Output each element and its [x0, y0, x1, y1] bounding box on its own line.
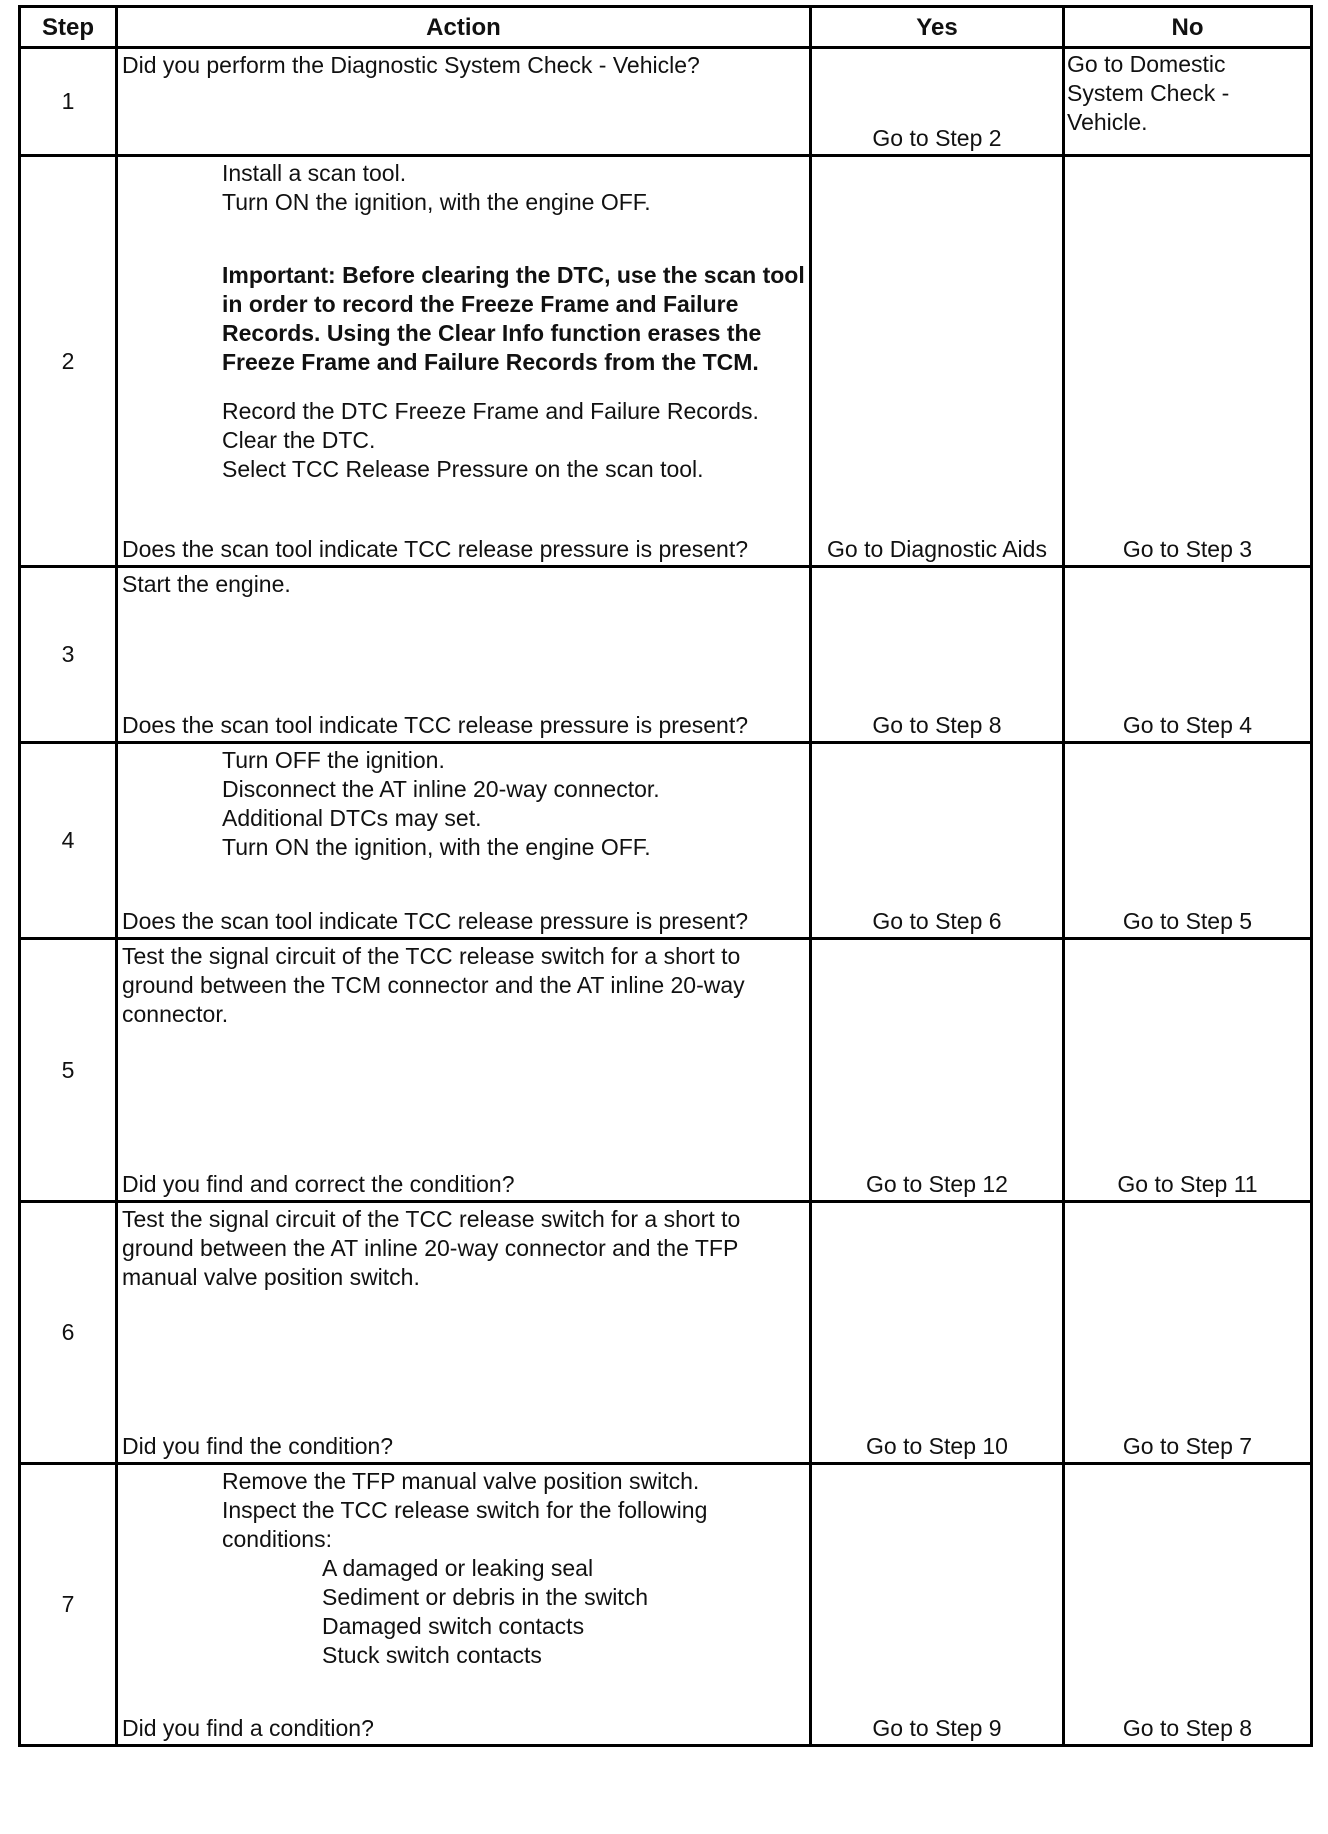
step-row-5: [20, 939, 1312, 1202]
no-cell: [1064, 1202, 1312, 1464]
no-answer: Go to Step 4: [1122, 712, 1253, 738]
no-answer: Go to Domestic System Check - Vehicle.: [1067, 51, 1230, 135]
action-line: Select TCC Release Pressure on the scan tool.: [222, 456, 704, 482]
action-cell: [117, 1464, 811, 1746]
action-line: Did you perform the Diagnostic System Check - Vehicle?: [122, 52, 700, 78]
step-row-7: [20, 1464, 1312, 1746]
action-cell: [117, 156, 811, 567]
question-text: Does the scan tool indicate TCC release pressure is present?: [122, 712, 749, 738]
action-cell: [117, 1202, 811, 1464]
no-cell: [1064, 743, 1312, 939]
yes-answer: Go to Step 12: [866, 1171, 1008, 1197]
yes-cell: [811, 939, 1064, 1202]
action-line: Additional DTCs may set.: [222, 805, 482, 831]
yes-answer: Go to Step 9: [872, 1715, 1002, 1741]
yes-cell: [811, 48, 1064, 156]
no-cell: [1064, 48, 1312, 156]
action-line: Inspect the TCC release switch for the following conditions:: [222, 1497, 708, 1552]
header-no: No: [1064, 7, 1312, 48]
question-text: Does the scan tool indicate TCC release pressure is present?: [122, 908, 749, 934]
yes-answer: Go to Step 10: [866, 1433, 1008, 1459]
step-number: 4: [20, 743, 117, 939]
no-cell: [1064, 567, 1312, 743]
yes-cell: [811, 743, 1064, 939]
yes-cell: [811, 156, 1064, 567]
step-number: 3: [20, 567, 117, 743]
header-yes: Yes: [811, 7, 1064, 48]
yes-answer: Go to Step 6: [872, 908, 1002, 934]
action-line: Disconnect the AT inline 20-way connector.: [222, 776, 660, 802]
action-line: Remove the TFP manual valve position switch.: [222, 1468, 700, 1494]
diagnostic-table: [18, 5, 1313, 1747]
step-row-4: [20, 743, 1312, 939]
header-action: Action: [117, 7, 811, 48]
action-line: Turn OFF the ignition.: [222, 747, 445, 773]
no-answer: Go to Step 7: [1122, 1433, 1253, 1459]
action-line: Install a scan tool.: [222, 160, 407, 186]
action-cell: [117, 48, 811, 156]
no-cell: [1064, 939, 1312, 1202]
step-number: 5: [20, 939, 117, 1202]
no-answer: Go to Step 11: [1117, 1171, 1258, 1197]
yes-cell: [811, 567, 1064, 743]
no-cell: [1064, 1464, 1312, 1746]
yes-answer: Go to Step 2: [872, 125, 1002, 151]
step-row-6: [20, 1202, 1312, 1464]
step-number: 6: [20, 1202, 117, 1464]
step-row-2: [20, 156, 1312, 567]
no-answer: Go to Step 8: [1122, 1715, 1253, 1741]
condition-item: Stuck switch contacts: [322, 1642, 542, 1668]
step-row-3: [20, 567, 1312, 743]
no-answer: Go to Step 5: [1122, 908, 1253, 934]
action-line: Turn ON the ignition, with the engine OFF.: [222, 834, 651, 860]
action-line: Test the signal circuit of the TCC release switch for a short to ground between the AT inline 20-way connector and the TFP manual valve position switch.: [122, 1206, 741, 1290]
yes-answer: Go to Diagnostic Aids: [827, 536, 1047, 562]
action-line: Test the signal circuit of the TCC release switch for a short to ground between the TCM connector and the AT inline 20-way connector.: [122, 943, 745, 1027]
action-line: Clear the DTC.: [222, 427, 376, 453]
header-step: Step: [20, 7, 117, 48]
step-number: 2: [20, 156, 117, 567]
question-text: Does the scan tool indicate TCC release pressure is present?: [122, 536, 749, 562]
step-number: 1: [20, 48, 117, 156]
yes-cell: [811, 1464, 1064, 1746]
action-line: Start the engine.: [122, 571, 291, 597]
no-answer: Go to Step 3: [1122, 536, 1253, 562]
no-cell: [1064, 156, 1312, 567]
yes-cell: [811, 1202, 1064, 1464]
condition-item: Sediment or debris in the switch: [322, 1584, 648, 1610]
important-note: Important: Before clearing the DTC, use the scan tool in order to record the Freeze Frame and Failure Records. Using the Clear Info function erases the Freeze Frame and Failure Records from the TCM.: [222, 262, 805, 375]
action-line: Turn ON the ignition, with the engine OFF.: [222, 189, 651, 215]
question-text: Did you find the condition?: [122, 1433, 394, 1459]
action-cell: [117, 939, 811, 1202]
action-cell: [117, 743, 811, 939]
question-text: Did you find a condition?: [122, 1715, 374, 1741]
action-cell: [117, 567, 811, 743]
step-row-1: [20, 48, 1312, 156]
yes-answer: Go to Step 8: [872, 712, 1002, 738]
condition-item: Damaged switch contacts: [322, 1613, 585, 1639]
header-row: [20, 7, 1312, 48]
question-text: Did you find and correct the condition?: [122, 1171, 515, 1197]
step-number: 7: [20, 1464, 117, 1746]
condition-item: A damaged or leaking seal: [322, 1555, 594, 1581]
action-line: Record the DTC Freeze Frame and Failure Records.: [222, 398, 759, 424]
